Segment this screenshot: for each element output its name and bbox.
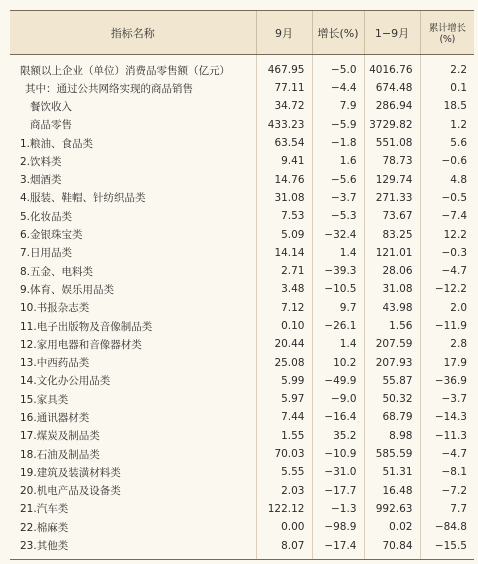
cell-growth: −98.9 (312, 518, 364, 536)
header-cumulative-growth: 累计增长(%) (420, 11, 474, 55)
cell-jan-sep-value: 50.32 (364, 390, 420, 408)
cell-september-value: 70.03 (256, 445, 312, 463)
cell-cumulative-growth: 17.9 (420, 353, 474, 371)
cell-cumulative-growth: 2.8 (420, 335, 474, 353)
cell-jan-sep-value: 70.84 (364, 536, 420, 559)
cell-indicator-name: 1.粮油、食品类 (20, 137, 94, 150)
cell-september-value: 5.55 (256, 463, 312, 481)
table-row (10, 500, 474, 518)
cell-jan-sep-value: 4016.76 (364, 55, 420, 80)
cell-cumulative-growth: −7.4 (420, 207, 474, 225)
cell-jan-sep-value: 51.31 (364, 463, 420, 481)
cell-growth: −17.7 (312, 482, 364, 500)
cell-indicator-name: 6.金银珠宝类 (20, 229, 83, 242)
cell-growth: −17.4 (312, 536, 364, 559)
cell-september-value: 8.07 (256, 536, 312, 559)
cell-jan-sep-value: 0.02 (364, 518, 420, 536)
table-row (10, 79, 474, 97)
cell-growth: −39.3 (312, 262, 364, 280)
cell-indicator-name: 22.棉麻类 (20, 521, 69, 534)
cell-jan-sep-value: 551.08 (364, 134, 420, 152)
cell-jan-sep-value: 207.59 (364, 335, 420, 353)
header-jan-sep: 1−9月 (364, 11, 420, 55)
cell-indicator-name: 18.石油及制品类 (20, 448, 100, 461)
cell-september-value: 34.72 (256, 97, 312, 115)
table-row (10, 244, 474, 262)
cell-jan-sep-value: 78.73 (364, 152, 420, 170)
cell-growth: −3.7 (312, 189, 364, 207)
cell-cumulative-growth: −0.5 (420, 189, 474, 207)
table-row (10, 189, 474, 207)
cell-growth: 9.7 (312, 299, 364, 317)
cell-cumulative-growth: −3.7 (420, 390, 474, 408)
cell-indicator-name: 其中：通过公共网络实现的商品销售 (25, 82, 193, 95)
cell-jan-sep-value: 129.74 (364, 170, 420, 188)
cell-september-value: 1.55 (256, 427, 312, 445)
cell-september-value: 0.10 (256, 317, 312, 335)
cell-growth: −49.9 (312, 372, 364, 390)
cell-indicator-name: 10.书报杂志类 (20, 302, 90, 315)
table-row (10, 55, 474, 80)
cell-cumulative-growth: 5.6 (420, 134, 474, 152)
cell-growth: −9.0 (312, 390, 364, 408)
cell-september-value: 2.71 (256, 262, 312, 280)
cell-growth: −5.0 (312, 55, 364, 80)
cell-growth: −1.8 (312, 134, 364, 152)
cell-jan-sep-value: 585.59 (364, 445, 420, 463)
cell-jan-sep-value: 121.01 (364, 244, 420, 262)
cell-indicator-name: 21.汽车类 (20, 503, 69, 516)
table-row (10, 536, 474, 559)
cell-jan-sep-value: 83.25 (364, 225, 420, 243)
cell-september-value: 3.48 (256, 280, 312, 298)
cell-growth: −10.9 (312, 445, 364, 463)
table-row (10, 299, 474, 317)
cell-indicator-name: 限额以上企业（单位）消费品零售额（亿元） (20, 64, 230, 77)
cell-jan-sep-value: 73.67 (364, 207, 420, 225)
table-row (10, 134, 474, 152)
statistics-table-container (10, 10, 474, 560)
cell-cumulative-growth: 2.0 (420, 299, 474, 317)
cell-growth: 1.4 (312, 244, 364, 262)
cell-cumulative-growth: −0.6 (420, 152, 474, 170)
cell-cumulative-growth: 12.2 (420, 225, 474, 243)
cell-jan-sep-value: 8.98 (364, 427, 420, 445)
cell-jan-sep-value: 16.48 (364, 482, 420, 500)
table-body (10, 55, 474, 560)
table-row (10, 427, 474, 445)
cell-growth: −1.3 (312, 500, 364, 518)
cell-jan-sep-value: 674.48 (364, 79, 420, 97)
cell-growth: −5.6 (312, 170, 364, 188)
cell-jan-sep-value: 68.79 (364, 408, 420, 426)
table-row (10, 152, 474, 170)
table-row (10, 482, 474, 500)
cell-growth: −5.3 (312, 207, 364, 225)
cell-jan-sep-value: 55.87 (364, 372, 420, 390)
cell-cumulative-growth: −11.9 (420, 317, 474, 335)
cell-cumulative-growth: 1.2 (420, 116, 474, 134)
table-row (10, 317, 474, 335)
cell-september-value: 122.12 (256, 500, 312, 518)
table-row (10, 170, 474, 188)
cell-growth: 1.6 (312, 152, 364, 170)
table-row (10, 335, 474, 353)
cell-cumulative-growth: −11.3 (420, 427, 474, 445)
cell-september-value: 63.54 (256, 134, 312, 152)
header-september: 9月 (256, 11, 312, 55)
cell-indicator-name: 9.体育、娱乐用品类 (20, 283, 115, 296)
cell-jan-sep-value: 271.33 (364, 189, 420, 207)
cell-cumulative-growth: 18.5 (420, 97, 474, 115)
table-row (10, 463, 474, 481)
cell-september-value: 7.53 (256, 207, 312, 225)
cell-indicator-name: 16.通讯器材类 (20, 411, 90, 424)
cell-cumulative-growth: −15.5 (420, 536, 474, 559)
cell-cumulative-growth: 2.2 (420, 55, 474, 80)
cell-september-value: 20.44 (256, 335, 312, 353)
header-indicator-name: 指标名称 (10, 11, 256, 55)
cell-growth: −31.0 (312, 463, 364, 481)
table-row (10, 390, 474, 408)
table-row (10, 445, 474, 463)
cell-indicator-name: 13.中西药品类 (20, 357, 90, 370)
header-growth: 增长(%) (312, 11, 364, 55)
cell-growth: −10.5 (312, 280, 364, 298)
cell-cumulative-growth: −4.7 (420, 445, 474, 463)
cell-cumulative-growth: −36.9 (420, 372, 474, 390)
table-row (10, 408, 474, 426)
cell-september-value: 2.03 (256, 482, 312, 500)
table-row (10, 262, 474, 280)
table-row (10, 353, 474, 371)
cell-september-value: 77.11 (256, 79, 312, 97)
cell-indicator-name: 2.饮料类 (20, 155, 62, 168)
cell-jan-sep-value: 3729.82 (364, 116, 420, 134)
cell-indicator-name: 23.其他类 (10, 536, 256, 559)
cell-cumulative-growth: 0.1 (420, 79, 474, 97)
cell-indicator-name: 15.家具类 (20, 393, 69, 406)
cell-september-value: 31.08 (256, 189, 312, 207)
table-row (10, 280, 474, 298)
cell-september-value: 467.95 (256, 55, 312, 80)
retail-sales-table (10, 10, 474, 560)
cell-cumulative-growth: 4.8 (420, 170, 474, 188)
cell-september-value: 14.76 (256, 170, 312, 188)
table-row (10, 372, 474, 390)
cell-jan-sep-value: 286.94 (364, 97, 420, 115)
cell-indicator-name: 14.文化办公用品类 (20, 375, 111, 388)
cell-september-value: 25.08 (256, 353, 312, 371)
cell-indicator-name: 8.五金、电料类 (20, 265, 94, 278)
cell-jan-sep-value: 43.98 (364, 299, 420, 317)
cell-september-value: 7.12 (256, 299, 312, 317)
cell-indicator-name: 11.电子出版物及音像制品类 (20, 320, 153, 333)
cell-growth: 35.2 (312, 427, 364, 445)
cell-cumulative-growth: 7.7 (420, 500, 474, 518)
cell-september-value: 14.14 (256, 244, 312, 262)
cell-growth: 10.2 (312, 353, 364, 371)
cell-jan-sep-value: 1.56 (364, 317, 420, 335)
cell-indicator-name: 20.机电产品及设备类 (20, 485, 121, 498)
table-row (10, 207, 474, 225)
cell-growth: −4.4 (312, 79, 364, 97)
cell-september-value: 7.44 (256, 408, 312, 426)
table-row (10, 97, 474, 115)
cell-september-value: 0.00 (256, 518, 312, 536)
cell-indicator-name: 7.日用品类 (20, 247, 73, 260)
cell-indicator-name: 5.化妆品类 (20, 210, 73, 223)
cell-jan-sep-value: 28.06 (364, 262, 420, 280)
cell-growth: −32.4 (312, 225, 364, 243)
table-row (10, 116, 474, 134)
cell-jan-sep-value: 992.63 (364, 500, 420, 518)
cell-cumulative-growth: −8.1 (420, 463, 474, 481)
cell-indicator-name: 4.服装、鞋帽、针纺织品类 (20, 192, 146, 205)
cell-jan-sep-value: 207.93 (364, 353, 420, 371)
cell-indicator-name: 17.煤炭及制品类 (20, 430, 100, 443)
cell-indicator-name: 19.建筑及装潢材料类 (20, 466, 121, 479)
cell-september-value: 5.09 (256, 225, 312, 243)
cell-september-value: 9.41 (256, 152, 312, 170)
cell-cumulative-growth: −12.2 (420, 280, 474, 298)
cell-cumulative-growth: −14.3 (420, 408, 474, 426)
cell-growth: −16.4 (312, 408, 364, 426)
table-row (10, 518, 474, 536)
cell-jan-sep-value: 31.08 (364, 280, 420, 298)
cell-september-value: 433.23 (256, 116, 312, 134)
cell-growth: 7.9 (312, 97, 364, 115)
cell-growth: 1.4 (312, 335, 364, 353)
cell-september-value: 5.97 (256, 390, 312, 408)
cell-cumulative-growth: −4.7 (420, 262, 474, 280)
cell-growth: −5.9 (312, 116, 364, 134)
table-row (10, 225, 474, 243)
cell-indicator-name: 3.烟酒类 (20, 174, 62, 187)
table-header-row (10, 11, 474, 55)
cell-cumulative-growth: −0.3 (420, 244, 474, 262)
cell-indicator-name: 餐饮收入 (30, 100, 72, 113)
cell-indicator-name: 12.家用电器和音像器材类 (20, 338, 142, 351)
cell-cumulative-growth: −7.2 (420, 482, 474, 500)
cell-september-value: 5.99 (256, 372, 312, 390)
cell-indicator-name: 商品零售 (30, 119, 72, 132)
cell-cumulative-growth: −84.8 (420, 518, 474, 536)
cell-growth: −26.1 (312, 317, 364, 335)
